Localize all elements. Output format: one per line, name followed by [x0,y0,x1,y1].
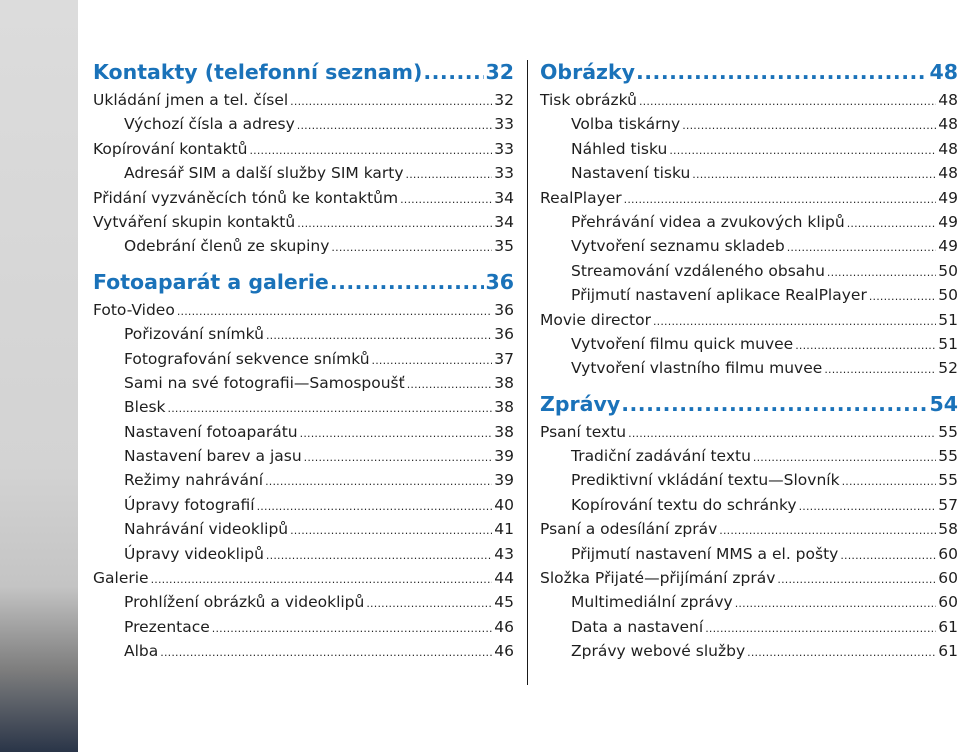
entry-text: Režimy nahrávání [124,471,264,490]
entry-page-number: 33 [494,115,514,134]
entry-text: Streamování vzdáleného obsahu [571,261,825,280]
entry-text: Úpravy fotografií [124,495,255,514]
dot-leader [719,519,936,543]
dot-leader [331,236,492,260]
dot-leader [824,358,936,382]
toc-left-column [93,57,514,664]
dot-leader [842,470,937,494]
entry-page-number: 48 [938,115,958,134]
section-page-number: 48 [929,60,958,84]
entry-text: Psaní textu [540,422,627,441]
entry-page-number: 38 [494,398,514,417]
dot-leader [257,495,493,519]
entry-page-number: 49 [938,212,958,231]
toc-section-heading[interactable] [540,57,958,88]
toc-entry[interactable] [540,639,958,663]
left-sidebar-band [0,0,78,752]
dot-leader [266,544,492,568]
entry-page-number: 45 [494,593,514,612]
toc-entry[interactable] [540,308,958,332]
toc-entry[interactable] [93,590,514,614]
entry-page-number: 61 [938,617,958,636]
entry-text: Tisk obrázků [540,91,637,109]
toc-entry[interactable] [93,210,514,234]
entry-page-number: 57 [938,495,958,514]
entry-text: Fotografování sekvence snímků [124,349,370,368]
toc-entry[interactable] [93,234,514,258]
entry-text: Vytváření skupin kontaktů [93,212,296,231]
toc-entry[interactable] [93,88,514,112]
entry-page-number: 60 [938,544,958,563]
entry-text: Galerie [93,569,149,588]
entry-text: Tradiční zadávání textu [571,447,751,466]
entry-text: Zprávy webové služby [571,642,746,661]
dot-leader [653,310,936,334]
dot-leader [168,397,493,421]
entry-text: Volba tiskárny [571,115,681,134]
entry-page-number: 60 [938,569,958,588]
entry-text: Složka Přijaté—přijímání zpráv [540,569,776,588]
toc-entry[interactable] [540,420,958,444]
dot-leader [151,568,493,592]
toc-entry[interactable] [540,493,958,517]
toc-section-heading[interactable] [93,57,514,88]
entry-page-number: 58 [938,520,958,539]
section-page-number: 54 [929,391,958,416]
toc-entry[interactable] [540,186,958,210]
entry-page-number: 51 [938,334,958,353]
entry-page-number: 38 [494,373,514,392]
toc-entry[interactable] [540,542,958,566]
entry-text: Kopírování kontaktů [93,139,248,158]
entry-page-number: 40 [494,495,514,514]
toc-entry[interactable] [93,517,514,541]
entry-page-number: 41 [494,520,514,539]
entry-page-number: 48 [938,91,958,109]
toc-entry[interactable] [93,639,514,663]
entry-page-number: 44 [494,569,514,588]
dot-leader [297,114,492,138]
entry-page-number: 61 [938,642,958,661]
entry-text: Vytvoření seznamu skladeb [571,237,785,256]
entry-text: Úpravy videoklipů [124,544,264,563]
entry-page-number: 55 [938,422,958,441]
entry-text: Nastavení fotoaparátu [124,422,298,441]
toc-entry[interactable] [540,161,958,185]
dot-leader [249,139,492,163]
entry-text: Foto-Video [93,300,175,319]
dot-leader [290,90,492,114]
entry-text: Prohlížení obrázků a videoklipů [124,593,365,612]
toc-entry[interactable] [93,298,514,322]
entry-text: Prediktivní vkládání textu—Slovník [571,471,840,490]
toc-entry[interactable] [93,347,514,371]
entry-page-number: 48 [938,164,958,183]
dot-leader [423,57,484,88]
toc-entry[interactable] [540,259,958,283]
toc-entry[interactable] [540,283,958,307]
entry-text: Prezentace [124,617,210,636]
entry-text: Nastavení barev a jasu [124,447,302,466]
entry-text: Vytvoření vlastního filmu muvee [571,359,823,378]
dot-leader [787,236,937,260]
entry-text: Přijmutí nastavení MMS a el. pošty [571,544,839,563]
dot-leader [177,300,492,324]
toc-entry[interactable] [93,615,514,639]
toc-entry[interactable] [93,493,514,517]
toc-entry[interactable] [540,88,958,112]
dot-leader [407,373,493,397]
entry-page-number: 60 [938,593,958,612]
section-heading-text: Zprávy [540,391,621,416]
section-heading-text: Fotoaparát a galerie [93,269,329,294]
dot-leader [366,592,492,616]
dot-leader [400,188,492,212]
toc-entry[interactable] [540,444,958,468]
toc-entry[interactable] [540,210,958,234]
toc-entry[interactable] [540,356,958,380]
entry-page-number: 36 [494,300,514,319]
dot-leader [265,470,492,494]
entry-text: Data a nastavení [571,617,704,636]
toc-entry[interactable] [93,186,514,210]
entry-text: Psaní a odesílání zpráv [540,520,718,539]
toc-entry[interactable] [93,137,514,161]
dot-leader [624,188,937,212]
entry-page-number: 48 [938,139,958,158]
dot-leader [372,349,493,373]
entry-text: Přidání vyzváněcích tónů ke kontaktům [93,188,399,207]
toc-entry[interactable] [93,444,514,468]
dot-leader [869,285,936,309]
dot-leader [297,212,492,236]
dot-leader [160,641,492,665]
toc-entry[interactable] [93,395,514,419]
dot-leader [621,389,928,420]
toc-section-heading[interactable] [540,389,958,420]
dot-leader [799,495,937,519]
entry-page-number: 38 [494,422,514,441]
entry-page-number: 46 [494,642,514,661]
dot-leader [290,519,492,543]
dot-leader [266,324,492,348]
dot-leader [827,261,936,285]
dot-leader [212,617,492,641]
dot-leader [777,568,936,592]
entry-text: Náhled tisku [571,139,668,158]
dot-leader [330,267,485,298]
entry-text: Pořizování snímků [124,325,264,344]
entry-text: Adresář SIM a další služby SIM karty [124,164,404,183]
entry-page-number: 55 [938,447,958,466]
toc-entry[interactable] [540,332,958,356]
entry-page-number: 36 [494,325,514,344]
entry-page-number: 34 [494,212,514,231]
toc-right-column [540,57,958,664]
dot-leader [639,90,936,114]
entry-text: Přijmutí nastavení aplikace RealPlayer [571,286,867,305]
toc-entry[interactable] [93,112,514,136]
entry-text: Nastavení tisku [571,164,691,183]
entry-text: RealPlayer [540,188,622,207]
toc-entry[interactable] [93,371,514,395]
dot-leader [753,446,936,470]
entry-text: Vytvoření filmu quick muvee [571,334,794,353]
toc-entry[interactable] [540,112,958,136]
toc-entry[interactable] [93,566,514,590]
entry-page-number: 32 [494,91,514,109]
dot-leader [669,139,936,163]
entry-page-number: 50 [938,261,958,280]
toc-entry[interactable] [540,137,958,161]
entry-page-number: 39 [494,471,514,490]
entry-page-number: 51 [938,310,958,329]
toc-entry[interactable] [93,322,514,346]
dot-leader [735,592,937,616]
dot-leader [747,641,936,665]
entry-page-number: 55 [938,471,958,490]
entry-text: Multimediální zprávy [571,593,733,612]
dot-leader [692,163,936,187]
entry-page-number: 46 [494,617,514,636]
dot-leader [840,544,936,568]
toc-entry[interactable] [540,517,958,541]
entry-page-number: 33 [494,139,514,158]
toc-entry[interactable] [540,468,958,492]
entry-page-number: 43 [494,544,514,563]
entry-text: Kopírování textu do schránky [571,495,797,514]
entry-text: Odebrání členů ze skupiny [124,237,330,256]
toc-entry[interactable] [93,468,514,492]
dot-leader [628,422,936,446]
section-heading-text: Obrázky [540,60,635,84]
entry-text: Výchozí čísla a adresy [124,115,295,134]
dot-leader [636,57,928,88]
dot-leader [406,163,493,187]
entry-page-number: 49 [938,237,958,256]
entry-text: Blesk [124,398,166,417]
entry-page-number: 39 [494,447,514,466]
dot-leader [682,114,936,138]
entry-text: Ukládání jmen a tel. čísel [93,91,289,109]
dot-leader [847,212,937,236]
section-heading-text: Kontakty (telefonní seznam) [93,60,423,84]
toc-entry[interactable] [93,542,514,566]
toc-section-heading[interactable] [93,267,514,298]
entry-text: Přehrávání videa a zvukových klipů [571,212,845,231]
column-divider [527,60,528,685]
toc-entry[interactable] [93,161,514,185]
dot-leader [300,422,493,446]
entry-page-number: 49 [938,188,958,207]
entry-page-number: 52 [938,359,958,378]
toc-entry[interactable] [93,420,514,444]
entry-page-number: 50 [938,286,958,305]
entry-page-number: 35 [494,237,514,256]
entry-page-number: 34 [494,188,514,207]
section-page-number: 36 [485,269,514,294]
entry-page-number: 33 [494,164,514,183]
dot-leader [304,446,493,470]
toc-entry[interactable] [540,615,958,639]
toc-entry[interactable] [540,234,958,258]
dot-leader [705,617,936,641]
entry-text: Sami na své fotografii—Samospoušť [124,373,405,392]
entry-text: Movie director [540,310,651,329]
entry-text: Alba [124,642,159,661]
toc-entry[interactable] [540,566,958,590]
entry-text: Nahrávání videoklipů [124,520,289,539]
toc-entry[interactable] [540,590,958,614]
dot-leader [795,334,936,358]
entry-page-number: 37 [494,349,514,368]
section-page-number: 32 [485,60,514,84]
